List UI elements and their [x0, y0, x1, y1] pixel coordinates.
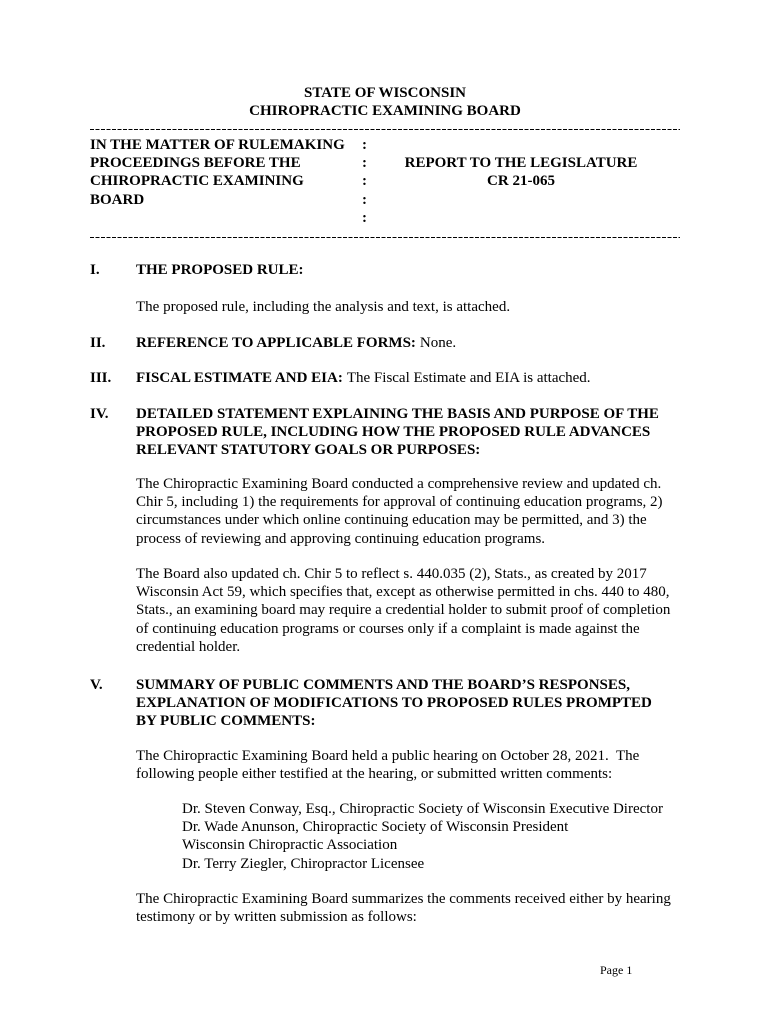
paragraph-line: testimony or by written submission as follows: — [136, 909, 417, 926]
section-i-heading — [90, 261, 690, 279]
title-line-board: CHIROPRACTIC EXAMINING BOARD — [249, 103, 521, 120]
section-number: V. — [90, 677, 103, 693]
section-number: II. — [90, 335, 106, 351]
list-item: Dr. Steven Conway, Esq., Chiropractic Society of Wisconsin Executive Director — [182, 801, 663, 817]
paragraph-line: The Chiropractic Examining Board summarizes the comments received either by hearing — [136, 891, 671, 907]
section-heading-text: PROPOSED RULE, INCLUDING HOW THE PROPOSED RULE ADVANCES — [136, 424, 651, 441]
matter-line: PROCEEDINGS BEFORE THE — [90, 155, 301, 172]
matter-line: CHIROPRACTIC EXAMINING — [90, 173, 304, 190]
paragraph-line: Wisconsin Act 59, which specifies that, except as otherwise permitted in chs. 440 to 480, — [136, 584, 670, 601]
caption-colon: : — [362, 191, 367, 208]
section-iii-heading — [90, 369, 690, 387]
page-number: Page 1 — [600, 963, 633, 977]
paragraph-line: The Board also updated ch. Chir 5 to reflect s. 440.035 (2), Stats., as created by 2017 — [136, 566, 647, 582]
section-number: I. — [90, 262, 100, 278]
paragraph-line: of continuing education programs or courses only if a complaint is made against the — [136, 620, 640, 637]
caption-colon: : — [362, 155, 367, 172]
report-caption — [380, 154, 662, 190]
paragraph-line: Stats., an examining board may require a credential holder to submit proof of completion — [136, 602, 671, 619]
dashed-divider-bottom — [90, 237, 680, 238]
paragraph-line: credential holder. — [136, 638, 241, 655]
paragraph-line: following people either testified at the hearing, or submitted written comments: — [136, 766, 613, 783]
caption-colon: : — [362, 209, 367, 226]
section-ii-heading — [90, 334, 690, 352]
title-line-state: STATE OF WISCONSIN — [304, 85, 466, 101]
dashed-divider-top — [90, 129, 680, 130]
section-v-paragraph-hearing — [136, 747, 696, 783]
section-i-paragraph — [136, 298, 696, 316]
matter-caption — [90, 136, 345, 209]
paragraph-line: Chir 5, including 1) the requirements for approval of continuing education programs, 2) — [136, 494, 663, 511]
report-title: REPORT TO THE LEGISLATURE — [404, 155, 638, 171]
paragraph-line: The Chiropractic Examining Board conducted a comprehensive review and updated ch. — [136, 476, 662, 492]
section-heading-text: BY PUBLIC COMMENTS: — [136, 713, 316, 730]
matter-line: BOARD — [90, 191, 145, 208]
paragraph-line: The proposed rule, including the analysis and text, is attached. — [136, 299, 511, 315]
section-iv-paragraph-review — [136, 475, 696, 548]
list-item: Wisconsin Chiropractic Association — [182, 837, 398, 854]
matter-line: IN THE MATTER OF RULEMAKING — [90, 137, 345, 153]
paragraph-line: The Chiropractic Examining Board held a public hearing on October 28, 2021. The — [136, 748, 640, 764]
section-heading-text: EXPLANATION OF MODIFICATIONS TO PROPOSED RULES PROMPTED — [136, 695, 652, 712]
section-heading-text: REFERENCE TO APPLICABLE FORMS: — [136, 335, 416, 351]
commenter-list — [182, 800, 702, 873]
section-heading-text: RELEVANT STATUTORY GOALS OR PURPOSES: — [136, 442, 481, 459]
section-v-paragraph-summary — [136, 890, 696, 926]
report-number: CR 21-065 — [487, 173, 555, 190]
section-inline-text: None. — [419, 335, 457, 351]
caption-colon-column — [362, 136, 367, 227]
section-number: IV. — [90, 406, 109, 422]
document-title — [0, 84, 770, 120]
caption-colon: : — [362, 173, 367, 190]
list-item: Dr. Wade Anunson, Chiropractic Society of Wisconsin President — [182, 819, 569, 836]
list-item: Dr. Terry Ziegler, Chiropractor Licensee — [182, 855, 425, 872]
paragraph-line: process of reviewing and approving continuing education programs. — [136, 530, 546, 547]
section-inline-text: The Fiscal Estimate and EIA is attached. — [346, 370, 591, 386]
paragraph-line: circumstances under which online continuing education may be permitted, and 3) the — [136, 512, 647, 529]
section-heading-text: DETAILED STATEMENT EXPLAINING THE BASIS AND PURPOSE OF THE — [136, 406, 659, 422]
section-number: III. — [90, 370, 112, 386]
section-heading-text: SUMMARY OF PUBLIC COMMENTS AND THE BOARD’S RESPONSES, — [136, 677, 630, 693]
section-iv-heading — [90, 405, 690, 460]
section-v-heading — [90, 676, 690, 731]
caption-colon: : — [362, 137, 367, 153]
section-heading-text: THE PROPOSED RULE: — [136, 262, 304, 278]
section-heading-text: FISCAL ESTIMATE AND EIA: — [136, 370, 343, 386]
section-iv-paragraph-statute — [136, 565, 696, 656]
